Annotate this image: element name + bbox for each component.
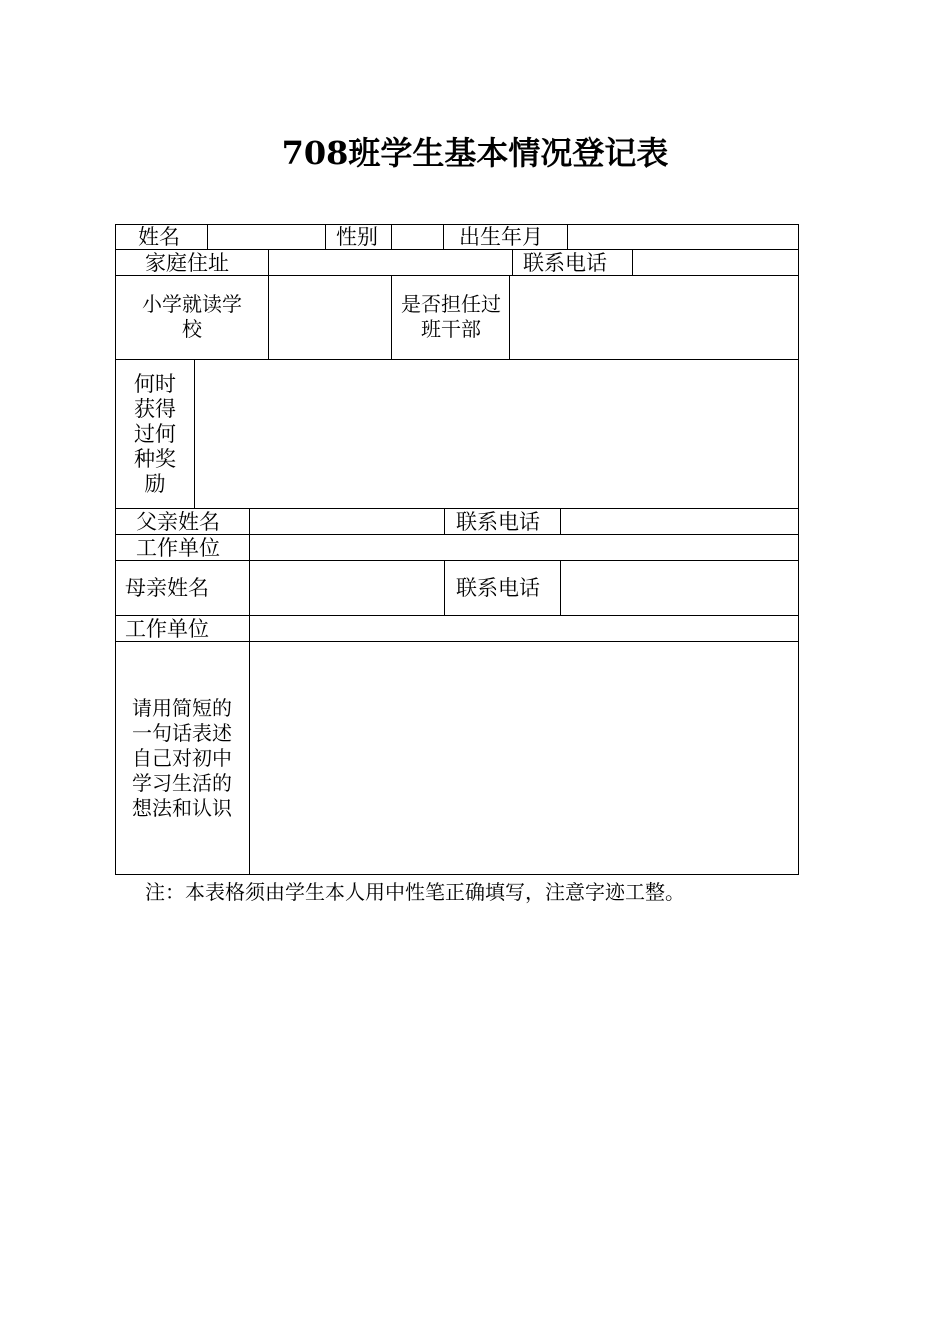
thoughts-input[interactable] [250,642,798,874]
phone-input[interactable] [633,251,798,275]
mother-name-label: 母亲姓名 [125,576,209,600]
mother-work-label: 工作单位 [125,617,209,641]
father-phone-input[interactable] [561,509,798,534]
mother-phone-input[interactable] [561,561,798,615]
mother-work-input[interactable] [250,616,798,641]
phone-label: 联系电话 [523,251,607,275]
cadre-label: 是否担任过班干部 [401,292,501,341]
form-note: 注：本表格须由学生本人用中性笔正确填写，注意字迹工整。 [145,880,685,904]
name-label: 姓名 [138,225,180,249]
father-work-label: 工作单位 [136,536,220,560]
awards-input[interactable] [195,360,798,508]
cadre-input[interactable] [510,276,798,359]
address-input[interactable] [269,251,512,275]
mother-phone-label: 联系电话 [456,576,540,600]
awards-label: 何时获得过何种奖励 [134,372,176,496]
name-input[interactable] [208,225,325,249]
father-name-input[interactable] [250,509,444,534]
school-input[interactable] [269,276,391,359]
birth-label: 出生年月 [459,225,543,249]
school-label: 小学就读学校 [142,292,242,341]
gender-label: 性别 [336,225,378,249]
father-work-input[interactable] [250,535,798,560]
gender-input[interactable] [392,225,443,249]
mother-name-input[interactable] [250,561,444,615]
address-label: 家庭住址 [145,251,229,275]
father-phone-label: 联系电话 [456,510,540,534]
father-name-label: 父亲姓名 [136,510,220,534]
thoughts-label: 请用简短的一句话表述自己对初中学习生活的想法和认识 [132,696,232,820]
page-title: 708班学生基本情况登记表 [281,134,669,172]
birth-input[interactable] [568,225,798,249]
